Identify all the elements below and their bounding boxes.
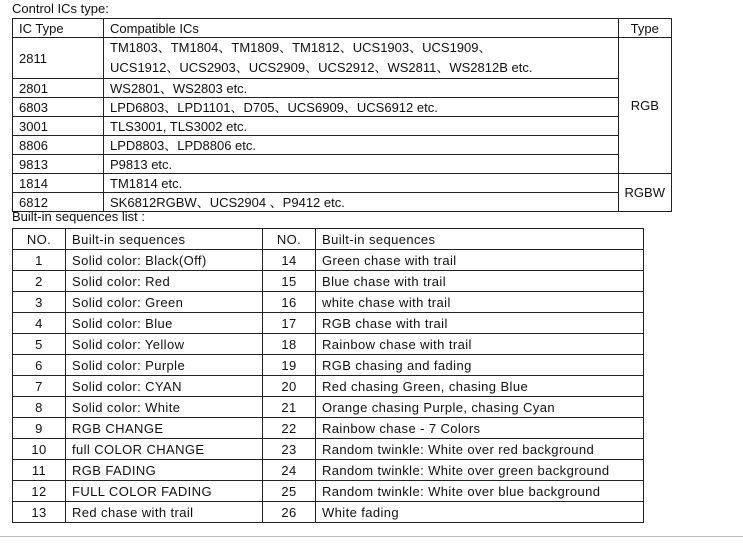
sequences-heading: Built-in sequences list : — [12, 209, 145, 224]
no-header: NO. — [13, 229, 66, 250]
ic-type-cell: 1814 — [13, 174, 104, 193]
table-row — [13, 334, 644, 355]
sequence-name: Solid color: Purple — [66, 355, 263, 376]
sequence-name: Blue chase with trail — [316, 271, 644, 292]
table-row — [13, 397, 644, 418]
sequence-number: 9 — [13, 418, 66, 439]
sequence-number: 17 — [263, 313, 316, 334]
seq-table-header-row — [13, 229, 644, 250]
compatible-ics-line: TM1803、TM1804、TM1809、TM1812、UCS1903、UCS1909、 — [110, 40, 492, 55]
no-header: NO. — [263, 229, 316, 250]
sequence-name: FULL COLOR FADING — [66, 481, 263, 502]
ic-type-cell: 3001 — [13, 117, 104, 136]
table-row — [13, 155, 672, 174]
sequence-number: 18 — [263, 334, 316, 355]
ic-type-cell: 8806 — [13, 136, 104, 155]
sequence-number: 16 — [263, 292, 316, 313]
built-in-sequences-table — [12, 228, 644, 523]
sequence-name: Random twinkle: White over green background — [316, 460, 644, 481]
ic-type-cell: 2801 — [13, 79, 104, 98]
type-header: Type — [618, 19, 671, 38]
table-row — [13, 117, 672, 136]
type-rgbw-cell: RGBW — [618, 174, 671, 212]
sequence-number: 21 — [263, 397, 316, 418]
type-rgb-cell: RGB — [618, 38, 671, 174]
sequence-number: 14 — [263, 250, 316, 271]
ic-type-cell: 6803 — [13, 98, 104, 117]
sequence-number: 22 — [263, 418, 316, 439]
sequence-number: 11 — [13, 460, 66, 481]
table-row — [13, 481, 644, 502]
sequence-number: 8 — [13, 397, 66, 418]
ic-type-cell: 9813 — [13, 155, 104, 174]
sequence-number: 26 — [263, 502, 316, 523]
sequence-number: 19 — [263, 355, 316, 376]
ic-type-header: IC Type — [13, 19, 104, 38]
sequence-name: White fading — [316, 502, 644, 523]
compatible-ics-cell — [104, 38, 619, 79]
sequence-name: Solid color: Green — [66, 292, 263, 313]
sequence-name: Solid color: Red — [66, 271, 263, 292]
sequence-number: 24 — [263, 460, 316, 481]
compatible-ics-cell: TM1814 etc. — [104, 174, 619, 193]
sequence-name: Random twinkle: White over blue background — [316, 481, 644, 502]
sequence-name: Red chasing Green, chasing Blue — [316, 376, 644, 397]
table-row — [13, 439, 644, 460]
compatible-ics-cell: LPD8803、LPD8806 etc. — [104, 136, 619, 155]
sequence-number: 1 — [13, 250, 66, 271]
sequence-header: Built-in sequences — [66, 229, 263, 250]
ic-type-cell: 2811 — [13, 38, 104, 79]
table-row — [13, 355, 644, 376]
compatible-ics-line: UCS1912、UCS2903、UCS2909、UCS2912、WS2811、WS2812B etc. — [110, 60, 533, 75]
sequence-name: Red chase with trail — [66, 502, 263, 523]
sequence-name: Rainbow chase - 7 Colors — [316, 418, 644, 439]
sequence-name: Solid color: Black(Off) — [66, 250, 263, 271]
compatible-ics-cell: TLS3001, TLS3002 etc. — [104, 117, 619, 136]
sequence-number: 4 — [13, 313, 66, 334]
sequence-name: Solid color: Blue — [66, 313, 263, 334]
ic-type-table — [12, 18, 672, 212]
sequence-name: RGB chase with trail — [316, 313, 644, 334]
sequence-number: 20 — [263, 376, 316, 397]
table-row — [13, 418, 644, 439]
sequence-name: Rainbow chase with trail — [316, 334, 644, 355]
sequence-name: Solid color: Yellow — [66, 334, 263, 355]
sequence-number: 25 — [263, 481, 316, 502]
table-row — [13, 271, 644, 292]
table-row — [13, 292, 644, 313]
compatible-ics-cell: WS2801、WS2803 etc. — [104, 79, 619, 98]
compatible-ics-cell: SK6812RGBW、UCS2904 、P9412 etc. — [104, 193, 619, 212]
table-row — [13, 502, 644, 523]
control-ics-heading: Control ICs type: — [12, 1, 109, 16]
table-row — [13, 79, 672, 98]
sequence-name: RGB chasing and fading — [316, 355, 644, 376]
table-row — [13, 38, 672, 79]
sequence-number: 6 — [13, 355, 66, 376]
compatible-ics-cell: LPD6803、LPD1101、D705、UCS6909、UCS6912 etc. — [104, 98, 619, 117]
table-row — [13, 98, 672, 117]
sequence-name: RGB CHANGE — [66, 418, 263, 439]
sequence-number: 7 — [13, 376, 66, 397]
sequence-number: 12 — [13, 481, 66, 502]
table-row — [13, 460, 644, 481]
sequence-header: Built-in sequences — [316, 229, 644, 250]
sequence-name: Solid color: CYAN — [66, 376, 263, 397]
table-row — [13, 174, 672, 193]
sequence-name: Solid color: White — [66, 397, 263, 418]
sequence-name: full COLOR CHANGE — [66, 439, 263, 460]
sequence-number: 5 — [13, 334, 66, 355]
sequence-number: 13 — [13, 502, 66, 523]
sequence-name: Green chase with trail — [316, 250, 644, 271]
table-row — [13, 313, 644, 334]
sequence-name: Orange chasing Purple, chasing Cyan — [316, 397, 644, 418]
ic-type-cell: 6812 — [13, 193, 104, 212]
sequence-number: 15 — [263, 271, 316, 292]
sequence-number: 3 — [13, 292, 66, 313]
sequence-name: Random twinkle: White over red background — [316, 439, 644, 460]
bottom-divider — [0, 536, 743, 537]
ic-table-header-row — [13, 19, 672, 38]
sequence-name: RGB FADING — [66, 460, 263, 481]
sequence-number: 23 — [263, 439, 316, 460]
sequence-number: 2 — [13, 271, 66, 292]
table-row — [13, 250, 644, 271]
sequence-number: 10 — [13, 439, 66, 460]
compatible-ics-cell: P9813 etc. — [104, 155, 619, 174]
compatible-ics-header: Compatible ICs — [104, 19, 619, 38]
table-row — [13, 376, 644, 397]
sequence-name: white chase with trail — [316, 292, 644, 313]
table-row — [13, 136, 672, 155]
